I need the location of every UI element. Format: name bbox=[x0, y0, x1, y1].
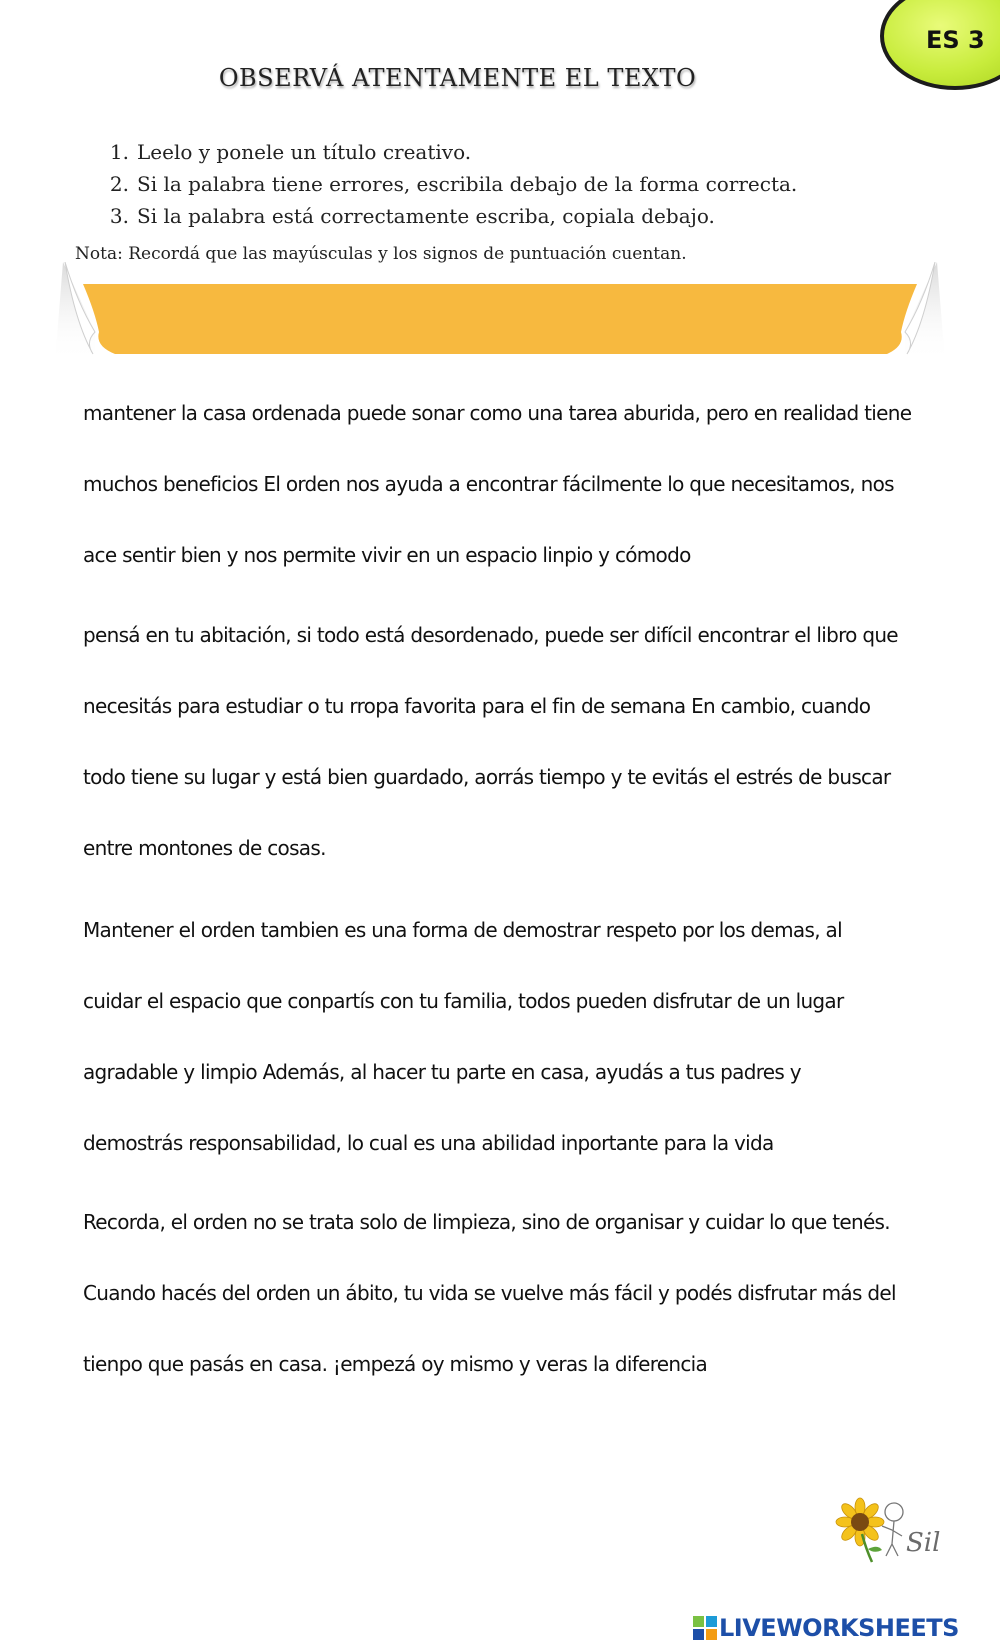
banner-ribbon-shape bbox=[55, 262, 945, 382]
text-line: entre montones de cosas. bbox=[83, 836, 326, 860]
instruction-text: Si la palabra está correctamente escriba, copiala debajo. bbox=[137, 204, 715, 228]
paragraph-3 bbox=[83, 915, 963, 1199]
instruction-text: Leelo y ponele un título creativo. bbox=[137, 140, 472, 164]
instruction-item: 3. Si la palabra está correctamente escriba, copiala debajo. bbox=[109, 204, 715, 228]
text-line: mantener la casa ordenada puede sonar como una tarea aburida, pero en realidad tiene bbox=[83, 401, 912, 425]
text-line: Recorda, el orden no se trata solo de limpieza, sino de organisar y cuidar lo que tenés. bbox=[83, 1210, 890, 1234]
liveworksheets-logo-icon bbox=[693, 1616, 717, 1640]
title-banner[interactable] bbox=[55, 262, 945, 382]
text-line: cuidar el espacio que conpartís con tu familia, todos pueden disfrutar de un lugar bbox=[83, 989, 844, 1013]
text-line: todo tiene su lugar y está bien guardado, aorrás tiempo y te evitás el estrés de buscar bbox=[83, 765, 891, 789]
text-line: Cuando hacés del orden un ábito, tu vida se vuelve más fácil y podés disfrutar más del bbox=[83, 1281, 896, 1305]
instructions-list bbox=[95, 136, 975, 232]
instruction-item: 2. Si la palabra tiene errores, escribila debajo de la forma correcta. bbox=[109, 172, 798, 196]
instruction-text: Si la palabra tiene errores, escribila debajo de la forma correcta. bbox=[137, 172, 798, 196]
paragraph-4 bbox=[83, 1207, 963, 1420]
text-line: pensá en tu abitación, si todo está desordenado, puede ser difícil encontrar el libro que bbox=[83, 623, 898, 647]
text-line: ace sentir bien y nos permite vivir en un espacio linpio y cómodo bbox=[83, 543, 691, 567]
text-line: necesitás para estudiar o tu rropa favorita para el fin de semana En cambio, cuando bbox=[83, 694, 871, 718]
text-line: muchos beneficios El orden nos ayuda a encontrar fácilmente lo que necesitamos, nos bbox=[83, 472, 894, 496]
text-line: Mantener el orden tambien es una forma de demostrar respeto por los demas, al bbox=[83, 918, 842, 942]
paragraph-2 bbox=[83, 620, 963, 904]
liveworksheets-brand bbox=[693, 1612, 959, 1644]
text-line: agradable y limpio Además, al hacer tu parte en casa, ayudás a tus padres y bbox=[83, 1060, 801, 1084]
note-text: Nota: Recordá que las mayúsculas y los signos de puntuación cuentan. bbox=[75, 244, 687, 264]
worksheet-title: OBSERVÁ ATENTAMENTE EL TEXTO bbox=[218, 64, 697, 92]
level-badge-label: ES 3 bbox=[926, 26, 985, 54]
author-signature: Sil bbox=[906, 1528, 941, 1558]
text-line: demostrás responsabilidad, lo cual es una abilidad inportante para la vida bbox=[83, 1131, 774, 1155]
liveworksheets-wordmark: LIVEWORKSHEETS bbox=[719, 1614, 959, 1642]
paragraph-1 bbox=[83, 398, 963, 611]
instruction-item: 1. Leelo y ponele un título creativo. bbox=[109, 140, 472, 164]
text-line: tienpo que pasás en casa. ¡empezá oy mismo y veras la diferencia bbox=[83, 1352, 708, 1376]
